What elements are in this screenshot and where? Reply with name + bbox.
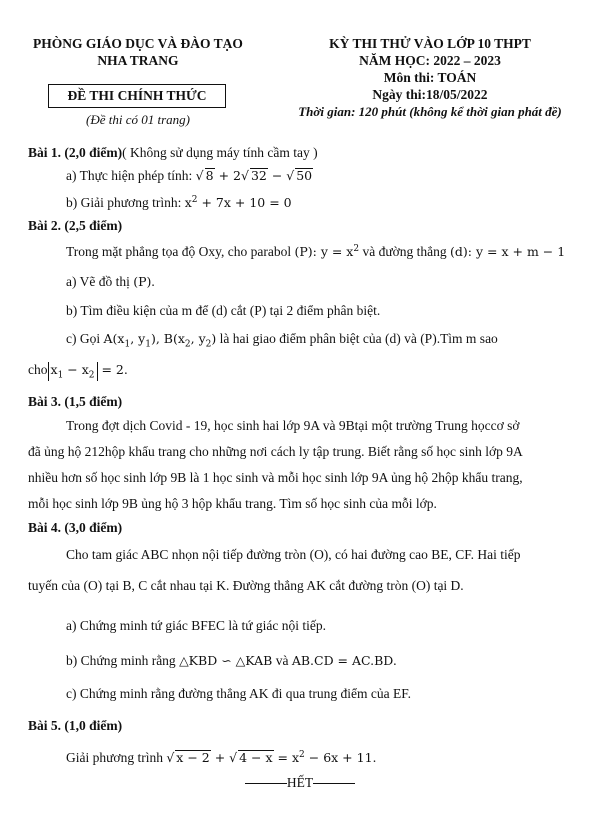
bai4-a: a) Chứng minh tứ giác BFEC là tứ giác nội tiếp.	[66, 618, 327, 633]
bai1-a-expression: √ 8 + 2√ 32 − √ 50	[195, 168, 313, 183]
bai1-a-text: a) Thực hiện phép tính:	[66, 168, 193, 183]
bai1-b-equation: $x^2 + 7x + 10 = 0$	[184, 195, 292, 211]
bai1-header	[28, 145, 318, 161]
bai3-line2: đã ủng hộ 212hộp khẩu trang cho những nơi cách ly tập trung. Biết rằng số học sinh lớp 9A	[28, 444, 523, 459]
bai2-c-text: c) Gọi	[66, 331, 101, 346]
bai2-intro-text: Trong mặt phẳng tọa độ Oxy, cho parabol	[66, 244, 292, 260]
school-year: NĂM HỌC: 2022 – 2023	[359, 53, 501, 68]
department-name: PHÒNG GIÁO DỤC VÀ ĐÀO TẠO	[33, 36, 243, 51]
bai3-line4: mỗi học sinh lớp 9B ủng hộ 3 hộp khẩu trang. Tìm số học sinh của mỗi lớp.	[28, 496, 437, 511]
exam-date: Ngày thi:18/05/2022	[372, 87, 488, 102]
bai2-c-text-3: cho	[28, 362, 48, 377]
bai1-b	[66, 195, 292, 211]
bai5-text: Giải phương trình	[66, 750, 163, 766]
pages-note: (Đề thi có 01 trang)	[86, 112, 190, 127]
bai4-title: Bài 4. (3,0 điểm)	[28, 520, 123, 535]
city-name: NHA TRANG	[97, 53, 179, 68]
end-text: HẾT	[286, 775, 314, 790]
bai3-title: Bài 3. (1,5 điểm)	[28, 394, 123, 409]
bai4-b-text: b) Chứng minh rằng	[66, 653, 176, 668]
bai1-b-text: b) Giải phương trình:	[66, 195, 182, 211]
bai2-title: Bài 2. (2,5 điểm)	[28, 218, 123, 233]
bai2-c-condition: cho $x_1 - x_2 = 2$.	[28, 362, 128, 381]
bai3-line1: Trong đợt dịch Covid - 19, học sinh hai lớp 9A và 9Btại một trường Trung họccơ sở	[66, 418, 520, 433]
bai2-intro-text-2: và đường thẳng	[362, 244, 447, 260]
end-rule-right	[313, 783, 355, 784]
bai1-title: Bài 1. (2,0 điểm)	[28, 145, 123, 160]
end-marker	[240, 775, 360, 791]
bai5-line	[66, 750, 377, 766]
parabol-equation: (P): $y = x^2$	[294, 244, 360, 260]
bai4-c: c) Chứng minh rằng đường thẳng AK đi qua trung điểm của EF.	[66, 686, 412, 701]
bai4-b-text-2: và	[275, 653, 289, 668]
bai1-note: ( Không sử dụng máy tính cầm tay )	[122, 145, 318, 160]
bai2-c-text-2: là hai giao điểm phân biệt của (d) và (P).Tìm m sao	[219, 331, 498, 346]
bai4-b	[66, 653, 397, 669]
bai2-intro	[66, 244, 565, 260]
official-exam-box: ĐỀ THI CHÍNH THỨC	[48, 84, 226, 108]
bai2-c	[66, 331, 498, 350]
line-equation: (d): y = x + m − 1	[450, 244, 566, 260]
bai5-equation: √ x − 2 + √ $4 - x = x^2 - 6x + 11$.	[166, 750, 377, 766]
bai3-line3: nhiều hơn số học sinh lớp 9B là 1 học sinh và mỗi học sinh lớp 9A ủng hộ 2hộp khẩu trang,	[28, 470, 523, 485]
similar-triangles: △KBD ∽ △KAB	[179, 653, 273, 668]
bai2-a: a) Vẽ đồ thị (P).	[66, 274, 155, 289]
exam-title: KỲ THI THỬ VÀO LỚP 10 THPT	[329, 36, 531, 51]
bai5-title: Bài 5. (1,0 điểm)	[28, 718, 123, 733]
bai2-a-text: a) Vẽ đồ thị	[66, 274, 130, 289]
bai2-b: b) Tìm điều kiện của m để (d) cắt (P) tại 2 điểm phân biệt.	[66, 303, 381, 318]
bai4-line2: tuyến của (O) tại B, C cắt nhau tại K. Đường thẳng AK cắt đường tròn (O) tại D.	[28, 578, 464, 593]
end-rule-left	[245, 783, 287, 784]
product-equality: AB.CD = AC.BD.	[291, 653, 397, 668]
bai4-line1: Cho tam giác ABC nhọn nội tiếp đường tròn (O), có hai đường cao BE, CF. Hai tiếp	[66, 547, 521, 562]
exam-duration: Thời gian: 120 phút (không kể thời gian phát đề)	[298, 104, 562, 119]
bai1-a	[66, 168, 313, 184]
points-ab: $A(x_1$, $y_1$), $B(x_2$, $y_2$)	[103, 331, 217, 350]
subject: Môn thi: TOÁN	[383, 70, 477, 85]
